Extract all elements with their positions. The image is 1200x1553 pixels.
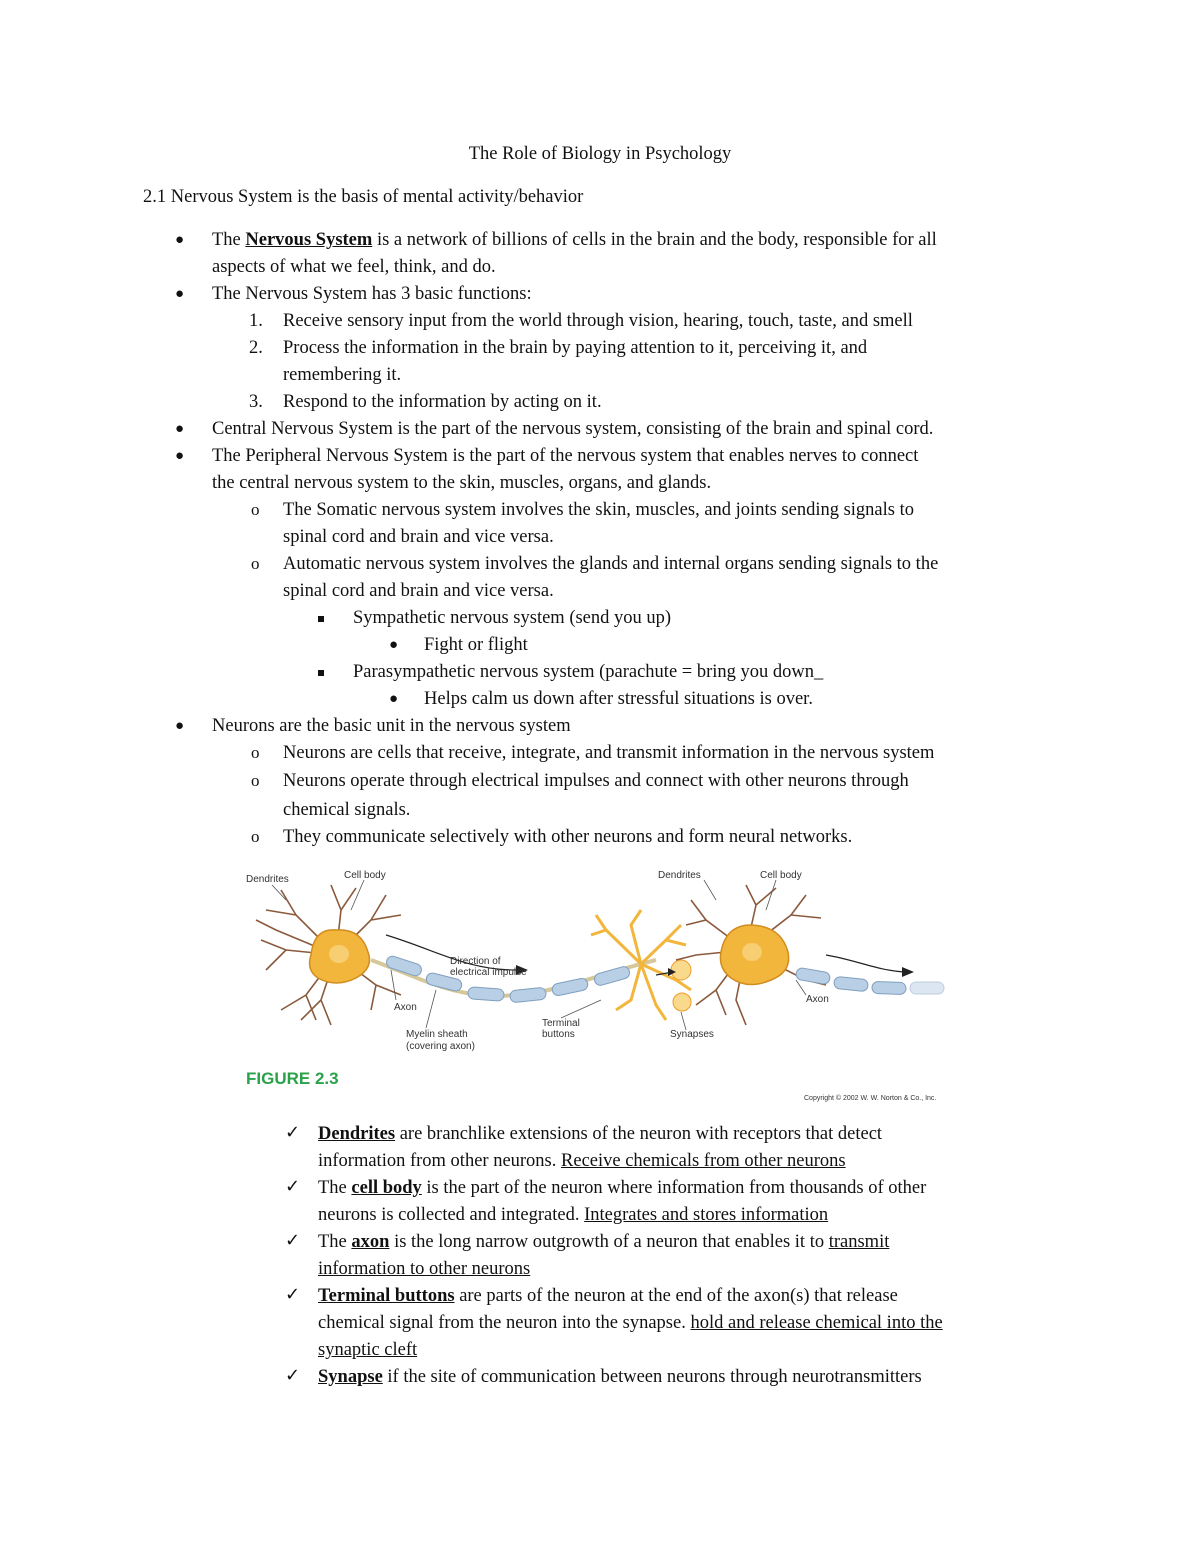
neuron-item-2-line2: chemical signals. [283,800,411,820]
text-segment: if the site of communication between neurons through neurotransmitters [382,1367,922,1387]
bullet-neurons: Neurons are the basic unit in the nervous system [212,716,571,736]
label-axon-right: Axon [806,994,829,1005]
neuron-figure [236,860,960,1110]
document-title: The Role of Biology in Psychology [468,144,732,164]
right-myelin [795,967,944,994]
check-icon: ✓ [285,1176,301,1197]
bullet-icon: ● [175,232,185,248]
automatic-line2: spinal cord and brain and vice versa. [283,581,554,601]
sub-bullet-marker: o [251,554,260,573]
label-cell-body-left: Cell body [344,870,386,881]
figure-title: FIGURE 2.3 [246,1069,339,1088]
text-segment: is the long narrow outgrowth of a neuron that enables it to [389,1232,829,1252]
parasympathetic-item: Parasympathetic nervous system (parachute = bring you down_ [353,662,824,682]
label-impulse: electrical impulse [450,967,527,978]
check-icon: ✓ [285,1230,301,1251]
def-terminal-buttons-line2 [318,1312,943,1334]
underlined-note: Receive chemicals from other neurons [561,1151,846,1171]
term-nervous-system: Nervous System [245,230,373,250]
check-icon: ✓ [285,1284,301,1305]
text-segment: are branchlike extensions of the neuron with receptors that detect [395,1124,883,1144]
underlined-note: hold and release chemical into the [690,1313,943,1333]
underlined-note: transmit [828,1232,890,1252]
bullet-icon: ● [175,718,185,734]
def-cell-body-line2 [318,1204,828,1226]
somatic-line2: spinal cord and brain and vice versa. [283,527,554,547]
label-axon-left: Axon [394,1002,417,1013]
bullet-icon: ● [389,691,399,707]
label-dendrites-right: Dendrites [658,870,701,881]
check-icon: ✓ [285,1365,301,1386]
text-segment: chemical signal from the neuron into the synapse. [318,1313,691,1333]
label-cell-body-right: Cell body [760,870,802,881]
fight-or-flight-item: Fight or flight [424,635,528,655]
def-synapse-line1 [318,1366,922,1388]
square-bullet-icon [318,670,324,676]
neuron-item-1: Neurons are cells that receive, integrate, and transmit information in the nervous system [283,743,935,763]
somatic-line1: The Somatic nervous system involves the skin, muscles, and joints sending signals to [283,500,914,520]
sub-bullet-marker: o [251,500,260,519]
term-axon: axon [351,1232,390,1252]
bullet-icon: ● [175,448,185,464]
function-item-1: Receive sensory input from the world through vision, hearing, touch, taste, and smell [283,311,913,331]
text-segment: is the part of the neuron where information from thousands of other [421,1178,927,1198]
function-item-3: Respond to the information by acting on it. [283,392,602,412]
bullet-peripheral-line2: the central nervous system to the skin, muscles, organs, and glands. [212,473,712,493]
bullet-icon: ● [175,421,185,437]
bullet-icon: ● [175,286,185,302]
label-myelin: Myelin sheath [406,1029,468,1040]
list-number: 3. [249,392,263,412]
def-cell-body-line1 [318,1177,926,1199]
bullet-peripheral-line1: The Peripheral Nervous System is the part of the nervous system that enables nerves to connect [212,446,919,466]
sub-bullet-marker: o [251,771,260,790]
label-synapses: Synapses [670,1029,714,1040]
sub-bullet-marker: o [251,743,260,762]
check-icon: ✓ [285,1122,301,1143]
sympathetic-item: Sympathetic nervous system (send you up) [353,608,672,628]
text-segment: neurons is collected and integrated. [318,1205,585,1225]
neuron-item-3: They communicate selectively with other neurons and form neural networks. [283,827,853,847]
bullet-icon: ● [389,637,399,653]
text-segment: The [212,230,246,250]
bullet-nervous-system-line1 [212,229,937,251]
def-axon-line1 [318,1231,889,1253]
square-bullet-icon [318,616,324,622]
term-synapse: Synapse [318,1367,383,1387]
term-cell-body: cell body [351,1178,422,1198]
label-buttons: buttons [542,1029,575,1040]
right-cell-body [720,925,788,985]
text-segment: The [318,1178,352,1198]
label-covering: (covering axon) [406,1041,475,1052]
automatic-line1: Automatic nervous system involves the glands and internal organs sending signals to the [283,554,939,574]
def-axon-line2 [318,1258,530,1280]
term-dendrites: Dendrites [318,1124,396,1144]
term-terminal-buttons: Terminal buttons [318,1286,455,1306]
bullet-nervous-system-line2: aspects of what we feel, think, and do. [212,257,496,277]
underlined-note: Integrates and stores information [584,1205,829,1225]
list-number: 2. [249,338,263,358]
sub-bullet-marker: o [251,827,260,846]
text-segment: The [318,1232,352,1252]
label-direction: Direction of [450,956,501,967]
calm-item: Helps calm us down after stressful situations is over. [424,689,813,709]
def-terminal-buttons-line1 [318,1285,898,1307]
def-dendrites-line1 [318,1123,882,1145]
underlined-note: information to other neurons [318,1259,531,1279]
label-terminal: Terminal [542,1018,580,1029]
text-segment: information from other neurons. [318,1151,562,1171]
right-impulse-arrow [826,955,914,977]
def-terminal-buttons-line3 [318,1339,417,1361]
text-segment: is a network of billions of cells in the brain and the body, responsible for all [372,230,937,250]
neuron-item-2-line1: Neurons operate through electrical impulses and connect with other neurons through [283,771,909,791]
underlined-note: synaptic cleft [318,1340,418,1360]
bullet-central-nervous-system: Central Nervous System is the part of the nervous system, consisting of the brain and spinal cord. [212,419,934,439]
function-item-2-line2: remembering it. [283,365,402,385]
label-dendrites-left: Dendrites [246,874,289,885]
left-cell-body [310,930,370,983]
text-segment: are parts of the neuron at the end of the axon(s) that release [454,1286,898,1306]
bullet-basic-functions: The Nervous System has 3 basic functions: [212,284,532,304]
list-number: 1. [249,311,263,331]
def-dendrites-line2 [318,1150,846,1172]
figure-copyright: Copyright © 2002 W. W. Norton & Co., Inc. [804,1095,937,1102]
section-heading: 2.1 Nervous System is the basis of mental activity/behavior [143,187,584,207]
function-item-2-line1: Process the information in the brain by paying attention to it, perceiving it, and [283,338,868,358]
